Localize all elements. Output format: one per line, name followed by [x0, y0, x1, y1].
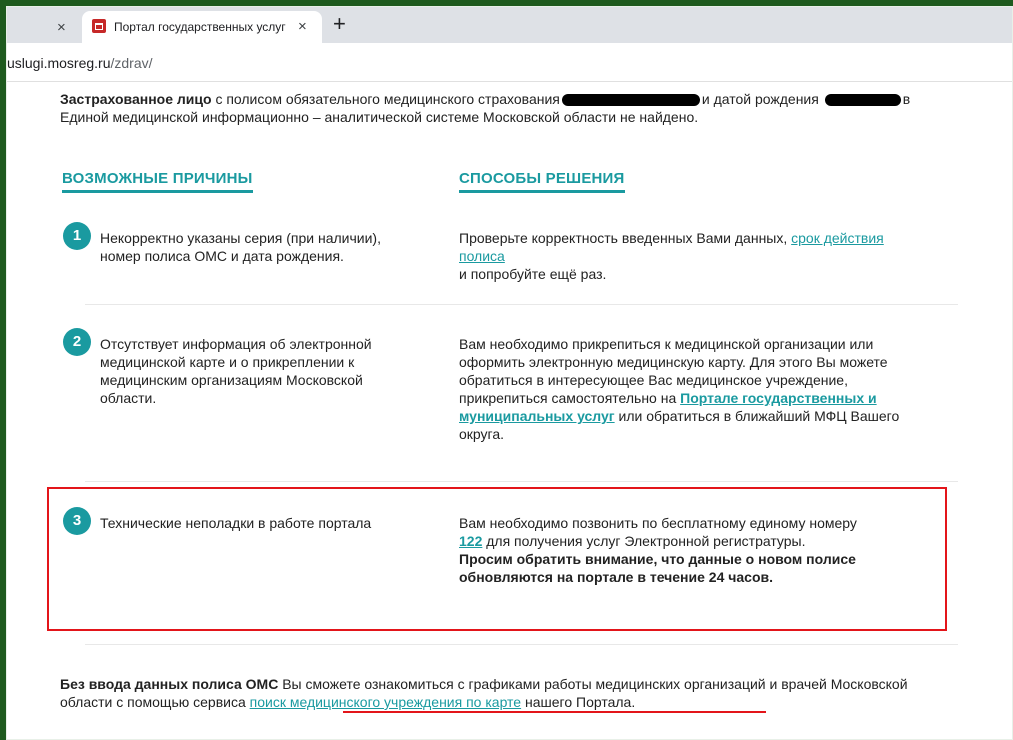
not-found-message: [60, 90, 960, 126]
footer-bold: Без ввода данных полиса ОМС: [60, 676, 279, 692]
row-3-solution-text-b: для получения услуг Электронной регистратуры.: [482, 533, 806, 549]
tab-active[interactable]: [82, 11, 322, 43]
phone-122-link[interactable]: 122: [459, 533, 483, 549]
row-1-solution: [459, 229, 929, 283]
footer-text-1: Вы сможете ознакомиться с графиками работы медицинских организаций и врачей Московской области с помощью сервиса: [60, 676, 908, 710]
row-3-cause: Технические неполадки в работе портала: [100, 515, 372, 531]
intro-text-1: с полисом обязательного медицинского страхования: [215, 91, 560, 107]
tab-inactive[interactable]: [7, 11, 82, 43]
new-tab-button[interactable]: +: [333, 11, 346, 36]
page-content: [7, 82, 1012, 739]
row-1-cause: Некорректно указаны серия (при наличии), номер полиса ОМС и дата рождения.: [100, 230, 381, 264]
tab-bar: [7, 7, 1012, 43]
row-separator: [85, 304, 958, 305]
url-text[interactable]: [7, 55, 153, 71]
row-1-solution-text-b: и попробуйте ещё раз.: [459, 266, 607, 282]
intro-bold: Застрахованное лицо: [60, 91, 212, 107]
site-favicon-icon: [92, 19, 106, 33]
intro-text-2: и датой рождения: [701, 91, 819, 107]
row-2-number-badge: 2: [63, 328, 91, 356]
red-highlight-box: [47, 487, 947, 631]
causes-heading: ВОЗМОЖНЫЕ ПРИЧИНЫ: [62, 170, 253, 193]
url-path: /zdrav/: [110, 55, 153, 71]
row-separator: [85, 644, 958, 645]
row-3-solution-text-a: Вам необходимо позвонить по бесплатному единому номеру: [459, 515, 857, 531]
redacted-birth-date: [825, 94, 901, 106]
url-host: uslugi.mosreg.ru: [7, 55, 111, 71]
row-1-solution-text-a: Проверьте корректность введенных Вами данных,: [459, 230, 792, 246]
footer-text-2: нашего Портала.: [521, 694, 636, 710]
footer-note: [60, 675, 940, 711]
row-separator: [85, 481, 958, 482]
row-2-solution-text-a: Вам необходимо прикрепиться к медицинской организации или оформить электронную медицинскую карту. Для этого Вы можете обратиться в интересующее Вас медицинское учреждение, прикрепиться самостоятельно на: [459, 336, 888, 406]
intro-text-3: в Единой медицинской информационно – аналитической системе Московской области не найдено.: [60, 91, 911, 125]
row-2-solution: [459, 335, 929, 443]
address-bar[interactable]: [7, 43, 1012, 82]
row-2-solution-text-b: или обратиться в ближайший МФЦ Вашего округа.: [459, 408, 900, 442]
close-icon[interactable]: ×: [57, 19, 66, 36]
redacted-policy-number: [562, 94, 700, 106]
row-3-number-badge: 3: [63, 507, 91, 535]
policy-validity-link[interactable]: срок действия полиса: [459, 230, 884, 264]
row-2-cause: Отсутствует информация об электронной медицинской карте и о прикреплении к медицинским организациям Московской области.: [100, 336, 372, 406]
solutions-heading: СПОСОБЫ РЕШЕНИЯ: [459, 170, 625, 193]
map-search-link[interactable]: поиск медицинского учреждения по карте: [249, 694, 522, 710]
gosuslugi-portal-link[interactable]: Портале государственных и муниципальных услуг: [459, 390, 877, 424]
close-icon[interactable]: ×: [298, 18, 307, 35]
tab-title: Портал государственных услуг: [114, 20, 286, 34]
row-1-number-badge: 1: [63, 222, 91, 250]
red-underline-annotation: [343, 711, 766, 713]
browser-window: [6, 6, 1013, 740]
row-3-solution-notice: Просим обратить внимание, что данные о новом полисе обновляются на портале в течение 24 часов.: [459, 551, 856, 585]
